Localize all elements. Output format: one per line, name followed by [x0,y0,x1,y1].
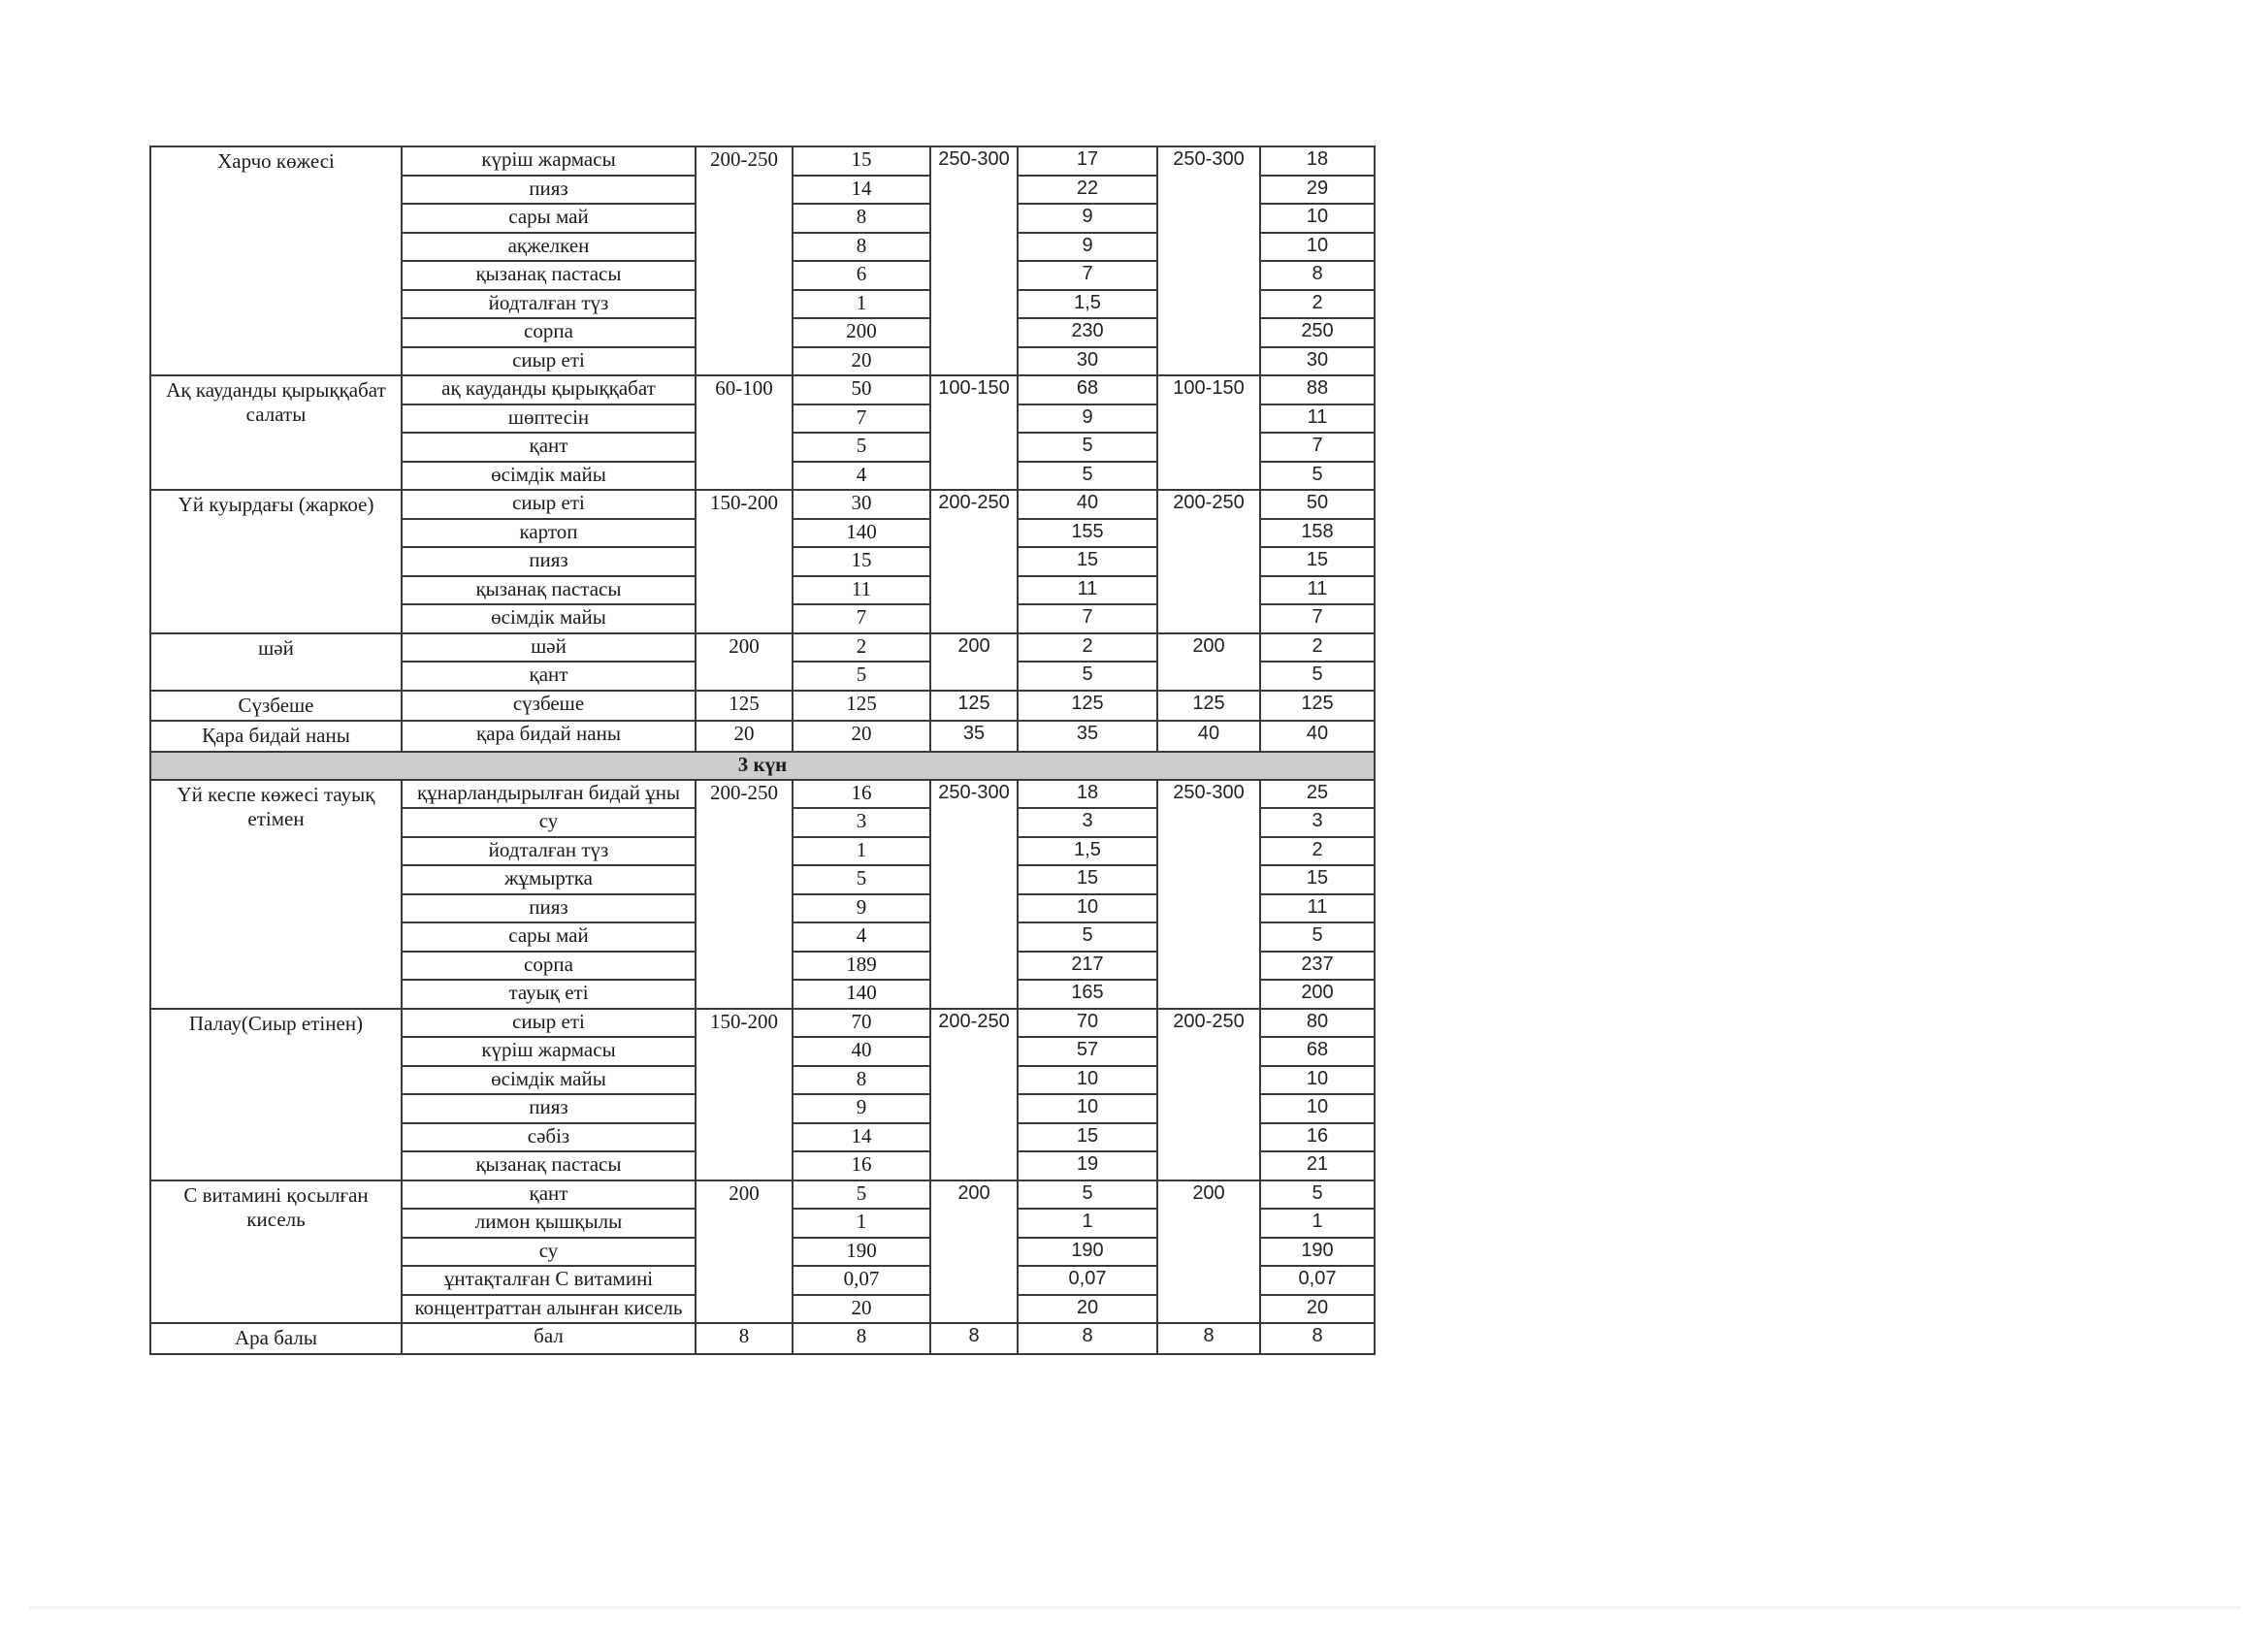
amount-cell: 189 [793,952,930,981]
portion-cell: 20 [696,721,793,752]
portion-cell: 100-150 [930,375,1018,490]
ingredient-name-cell: күріш жармасы [402,1037,696,1066]
amount-cell: 9 [1018,404,1157,434]
portion-cell: 250-300 [1157,780,1260,1009]
ingredient-name-cell: сорпа [402,952,696,981]
day-title: 3 күн [150,752,1375,780]
ingredient-name-cell: өсімдік майы [402,604,696,633]
table-row [150,1180,1375,1210]
amount-cell: 10 [1260,1066,1375,1095]
ingredient-name-cell: пияз [402,176,696,205]
ingredient-name-cell: сары май [402,204,696,233]
amount-cell: 68 [1018,375,1157,404]
amount-cell: 16 [793,780,930,809]
portion-cell: 8 [930,1323,1018,1354]
amount-cell: 155 [1018,519,1157,548]
amount-cell: 20 [793,721,930,752]
amount-cell: 18 [1018,780,1157,809]
amount-cell: 1 [1018,1209,1157,1238]
amount-cell: 5 [793,662,930,691]
amount-cell: 8 [793,1323,930,1354]
amount-cell: 57 [1018,1037,1157,1066]
portion-cell: 200 [696,633,793,691]
amount-cell: 250 [1260,318,1375,347]
ingredient-name-cell: қызанақ пастасы [402,1151,696,1180]
amount-cell: 9 [1018,204,1157,233]
amount-cell: 1 [793,837,930,866]
amount-cell: 30 [1260,347,1375,376]
table-row [150,1009,1375,1038]
ingredient-name-cell: өсімдік майы [402,462,696,491]
amount-cell: 5 [793,433,930,462]
amount-cell: 10 [1018,894,1157,923]
dish-name-cell: Ақ кауданды қырыққабат салаты [150,375,402,490]
ingredient-name-cell: өсімдік майы [402,1066,696,1095]
dish-name-cell: С витамині қосылған кисель [150,1180,402,1324]
amount-cell: 11 [793,576,930,605]
ingredient-name-cell: құнарландырылған бидай ұны [402,780,696,809]
amount-cell: 7 [793,604,930,633]
amount-cell: 15 [1260,865,1375,894]
ingredient-name-cell: сорпа [402,318,696,347]
amount-cell: 9 [793,1094,930,1123]
day-header-row [150,752,1375,780]
dish-name-cell: Үй куырдағы (жаркое) [150,490,402,633]
amount-cell: 200 [1260,980,1375,1009]
ingredient-name-cell: қызанақ пастасы [402,261,696,290]
ingredient-name-cell: ұнтақталған С витамині [402,1266,696,1295]
amount-cell: 7 [1260,433,1375,462]
amount-cell: 158 [1260,519,1375,548]
amount-cell: 217 [1018,952,1157,981]
amount-cell: 20 [1018,1295,1157,1324]
amount-cell: 2 [793,633,930,663]
portion-cell: 250-300 [1157,146,1260,375]
ingredient-name-cell: сиыр еті [402,1009,696,1038]
portion-cell: 200-250 [930,1009,1018,1180]
amount-cell: 5 [1018,462,1157,491]
ingredient-name-cell: қант [402,433,696,462]
portion-cell: 150-200 [696,490,793,633]
amount-cell: 80 [1260,1009,1375,1038]
amount-cell: 140 [793,980,930,1009]
ingredient-name-cell: қызанақ пастасы [402,576,696,605]
ingredient-name-cell: су [402,1238,696,1267]
dish-name-cell: Ара балы [150,1323,402,1354]
table-row [150,375,1375,404]
amount-cell: 16 [1260,1123,1375,1152]
amount-cell: 5 [1260,922,1375,952]
amount-cell: 4 [793,462,930,491]
amount-cell: 15 [1018,547,1157,576]
amount-cell: 7 [1018,261,1157,290]
amount-cell: 1,5 [1018,837,1157,866]
ingredient-name-cell: сары май [402,922,696,952]
amount-cell: 15 [793,146,930,176]
amount-cell: 5 [1018,922,1157,952]
amount-cell: 11 [1260,404,1375,434]
ingredient-name-cell: қант [402,662,696,691]
amount-cell: 30 [1018,347,1157,376]
portion-cell: 125 [1157,691,1260,722]
amount-cell: 15 [1260,547,1375,576]
amount-cell: 16 [793,1151,930,1180]
ingredient-name-cell: шөптесін [402,404,696,434]
portion-cell: 200-250 [1157,1009,1260,1180]
portion-cell: 200-250 [930,490,1018,633]
portion-cell: 250-300 [930,780,1018,1009]
amount-cell: 7 [1260,604,1375,633]
table-row [150,780,1375,809]
portion-cell: 200 [1157,633,1260,691]
amount-cell: 6 [793,261,930,290]
amount-cell: 1 [793,1209,930,1238]
amount-cell: 8 [1018,1323,1157,1354]
amount-cell: 237 [1260,952,1375,981]
amount-cell: 2 [1260,290,1375,319]
ingredient-name-cell: қант [402,1180,696,1210]
amount-cell: 1 [1260,1209,1375,1238]
amount-cell: 5 [1260,462,1375,491]
amount-cell: 140 [793,519,930,548]
ingredient-name-cell: пияз [402,547,696,576]
amount-cell: 15 [1018,1123,1157,1152]
amount-cell: 20 [793,347,930,376]
amount-cell: 0,07 [1260,1266,1375,1295]
amount-cell: 0,07 [1018,1266,1157,1295]
amount-cell: 4 [793,922,930,952]
amount-cell: 35 [1018,721,1157,752]
amount-cell: 70 [793,1009,930,1038]
portion-cell: 125 [930,691,1018,722]
amount-cell: 3 [793,808,930,837]
amount-cell: 15 [793,547,930,576]
amount-cell: 125 [1018,691,1157,722]
portion-cell: 150-200 [696,1009,793,1180]
dish-name-cell: шәй [150,633,402,691]
portion-cell: 40 [1157,721,1260,752]
ingredient-name-cell: сиыр еті [402,347,696,376]
amount-cell: 14 [793,1123,930,1152]
amount-cell: 21 [1260,1151,1375,1180]
scan-edge-line [29,1606,2241,1609]
table-body [150,146,1375,1354]
table-row [150,691,1375,722]
amount-cell: 125 [793,691,930,722]
ingredient-name-cell: пияз [402,894,696,923]
portion-cell: 200-250 [696,780,793,1009]
ingredient-name-cell: жұмыртка [402,865,696,894]
amount-cell: 5 [1018,662,1157,691]
ingredient-name-cell: пияз [402,1094,696,1123]
portion-cell: 200 [930,1180,1018,1324]
ingredient-name-cell: су [402,808,696,837]
amount-cell: 50 [793,375,930,404]
amount-cell: 1 [793,290,930,319]
amount-cell: 9 [1018,233,1157,262]
ingredient-name-cell: сәбіз [402,1123,696,1152]
amount-cell: 5 [1018,1180,1157,1210]
portion-cell: 8 [1157,1323,1260,1354]
portion-cell: 60-100 [696,375,793,490]
amount-cell: 70 [1018,1009,1157,1038]
amount-cell: 88 [1260,375,1375,404]
dish-name-cell: Палау(Сиыр етінен) [150,1009,402,1180]
amount-cell: 11 [1260,894,1375,923]
dish-name-cell: Қара бидай наны [150,721,402,752]
ingredient-name-cell: шәй [402,633,696,663]
amount-cell: 14 [793,176,930,205]
amount-cell: 165 [1018,980,1157,1009]
amount-cell: 8 [1260,261,1375,290]
amount-cell: 9 [793,894,930,923]
amount-cell: 190 [793,1238,930,1267]
amount-cell: 2 [1260,633,1375,663]
table-row [150,633,1375,663]
amount-cell: 68 [1260,1037,1375,1066]
amount-cell: 10 [1018,1094,1157,1123]
amount-cell: 125 [1260,691,1375,722]
amount-cell: 10 [1260,204,1375,233]
ingredient-name-cell: бал [402,1323,696,1354]
dish-name-cell: Харчо көжесі [150,146,402,375]
portion-cell: 35 [930,721,1018,752]
amount-cell: 8 [793,233,930,262]
amount-cell: 5 [793,865,930,894]
amount-cell: 8 [793,1066,930,1095]
amount-cell: 5 [793,1180,930,1210]
amount-cell: 5 [1260,1180,1375,1210]
ingredient-name-cell: күріш жармасы [402,146,696,176]
amount-cell: 10 [1018,1066,1157,1095]
portion-cell: 200 [696,1180,793,1324]
portion-cell: 200-250 [696,146,793,375]
dish-name-cell: Үй кеспе көжесі тауық етімен [150,780,402,1009]
amount-cell: 10 [1260,1094,1375,1123]
table-row [150,146,1375,176]
amount-cell: 7 [1018,604,1157,633]
ingredient-name-cell: ақ кауданды қырыққабат [402,375,696,404]
amount-cell: 40 [1018,490,1157,519]
ingredient-name-cell: концентраттан алынған кисель [402,1295,696,1324]
portion-cell: 200 [1157,1180,1260,1324]
amount-cell: 17 [1018,146,1157,176]
amount-cell: 20 [1260,1295,1375,1324]
amount-cell: 8 [793,204,930,233]
amount-cell: 50 [1260,490,1375,519]
amount-cell: 3 [1018,808,1157,837]
amount-cell: 10 [1260,233,1375,262]
amount-cell: 2 [1260,837,1375,866]
portion-cell: 200-250 [1157,490,1260,633]
amount-cell: 230 [1018,318,1157,347]
ingredient-name-cell: йодталған түз [402,837,696,866]
table-row [150,1323,1375,1354]
amount-cell: 11 [1260,576,1375,605]
table-row [150,721,1375,752]
amount-cell: 40 [1260,721,1375,752]
amount-cell: 22 [1018,176,1157,205]
amount-cell: 20 [793,1295,930,1324]
portion-cell: 200 [930,633,1018,691]
amount-cell: 200 [793,318,930,347]
portion-cell: 100-150 [1157,375,1260,490]
amount-cell: 18 [1260,146,1375,176]
ingredient-name-cell: сүзбеше [402,691,696,722]
ingredient-name-cell: ақжелкен [402,233,696,262]
amount-cell: 11 [1018,576,1157,605]
ingredient-name-cell: йодталған түз [402,290,696,319]
ingredient-name-cell: картоп [402,519,696,548]
amount-cell: 7 [793,404,930,434]
amount-cell: 30 [793,490,930,519]
ingredient-name-cell: сиыр еті [402,490,696,519]
dish-name-cell: Сүзбеше [150,691,402,722]
portion-cell: 8 [696,1323,793,1354]
amount-cell: 25 [1260,780,1375,809]
table-row [150,490,1375,519]
ingredient-name-cell: қара бидай наны [402,721,696,752]
amount-cell: 2 [1018,633,1157,663]
amount-cell: 5 [1018,433,1157,462]
ingredient-name-cell: лимон қышқылы [402,1209,696,1238]
amount-cell: 3 [1260,808,1375,837]
amount-cell: 19 [1018,1151,1157,1180]
amount-cell: 8 [1260,1323,1375,1354]
amount-cell: 15 [1018,865,1157,894]
amount-cell: 190 [1018,1238,1157,1267]
amount-cell: 190 [1260,1238,1375,1267]
portion-cell: 250-300 [930,146,1018,375]
portion-cell: 125 [696,691,793,722]
amount-cell: 40 [793,1037,930,1066]
menu-norms-table [149,146,1376,1355]
amount-cell: 0,07 [793,1266,930,1295]
amount-cell: 1,5 [1018,290,1157,319]
amount-cell: 29 [1260,176,1375,205]
amount-cell: 5 [1260,662,1375,691]
ingredient-name-cell: тауық еті [402,980,696,1009]
